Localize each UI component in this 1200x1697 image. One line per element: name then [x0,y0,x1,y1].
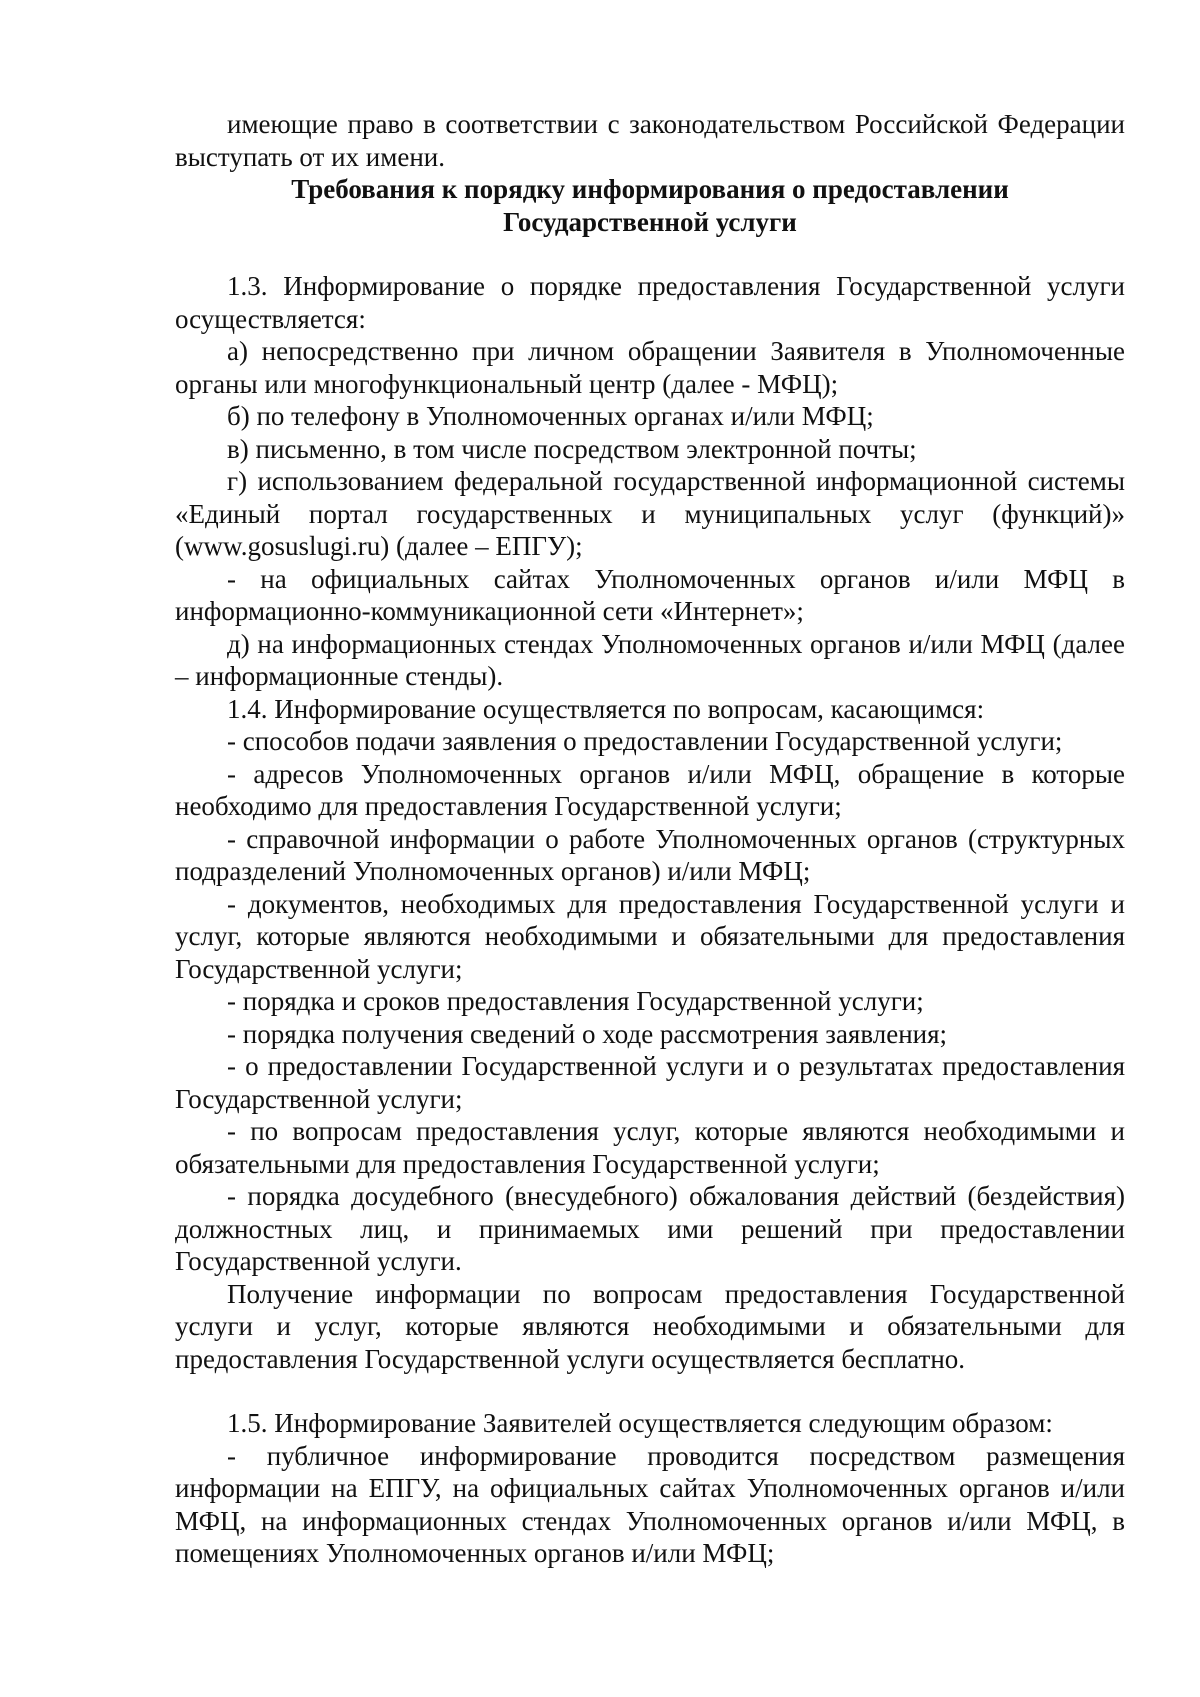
list-item-results: - о предоставлении Государственной услуги и о результатах предоставления Государственной услуги; [175,1051,1125,1114]
list-item-appeal-procedure: - порядка досудебного (внесудебного) обжалования действий (бездействия) должностных лиц, и принимаемых ими решений при предоставлении Государственной услуги. [175,1181,1125,1276]
list-item-mandatory-services: - по вопросам предоставления услуг, которые являются необходимыми и обязательными для предоставления Государственной услуги; [175,1116,1125,1179]
list-item-addresses: - адресов Уполномоченных органов и/или МФЦ, обращение в которые необходимо для предоставления Государственной услуги; [175,758,1125,821]
paragraph-item-v: в) письменно, в том числе посредством электронной почты; [227,433,917,464]
paragraph-1-5: 1.5. Информирование Заявителей осуществляется следующим образом: [227,1408,1053,1438]
list-item-procedure-terms: - порядка и сроков предоставления Государственной услуги; [227,986,924,1016]
document-page [175,108,1125,1570]
paragraph-item-websites: - на официальных сайтах Уполномоченных органов и/или МФЦ в информационно-коммуникационной сети «Интернет»; [175,563,1125,626]
section-heading-line-2: Государственной услуги [503,206,797,237]
list-item-reference-info: - справочной информации о работе Уполномоченных органов (структурных подразделений Уполномоченных органов) и/или МФЦ; [175,823,1125,886]
list-item-documents: - документов, необходимых для предоставления Государственной услуги и услуг, которые являются необходимыми и обязательными для предоставления Государственной услуги; [175,888,1125,984]
paragraph-free-of-charge: Получение информации по вопросам предоставления Государственной услуги и услуг, которые являются необходимыми и обязательными для предоставления Государственной услуги осуществляется бесплатно. [175,1278,1125,1374]
continuation-paragraph: имеющие право в соответствии с законодательством Российской Федерации выступать от их имени. [175,109,1125,172]
paragraph-1-3: 1.3. Информирование о порядке предоставления Государственной услуги осуществляется: [175,271,1125,334]
paragraph-item-d: д) на информационных стендах Уполномоченных органов и/или МФЦ (далее – информационные стенды). [175,628,1125,691]
list-item-status-info: - порядка получения сведений о ходе рассмотрения заявления; [227,1018,948,1049]
spacer [175,238,1125,270]
spacer [175,1375,1125,1407]
paragraph-item-g: г) использованием федеральной государственной информационной системы «Единый портал государственных и муниципальных услуг (функций)» (www.gosuslugi.ru) (далее – ЕПГУ); [175,466,1125,561]
paragraph-item-a: а) непосредственно при личном обращении Заявителя в Уполномоченные органы или многофункциональный центр (далее - МФЦ); [175,336,1125,399]
paragraph-item-b: б) по телефону в Уполномоченных органах и/или МФЦ; [227,401,874,431]
list-item-public-informing: - публичное информирование проводится посредством размещения информации на ЕПГУ, на официальных сайтах Уполномоченных органов и/или МФЦ, на информационных стендах Уполномоченных органов и/или МФЦ, в помещениях Уполномоченных органов и/или МФЦ; [175,1440,1125,1568]
paragraph-1-4: 1.4. Информирование осуществляется по вопросам, касающимся: [227,693,985,724]
section-heading-line-1: Требования к порядку информирования о предоставлении [291,174,1009,204]
list-item-submission-methods: - способов подачи заявления о предоставлении Государственной услуги; [227,726,1063,756]
